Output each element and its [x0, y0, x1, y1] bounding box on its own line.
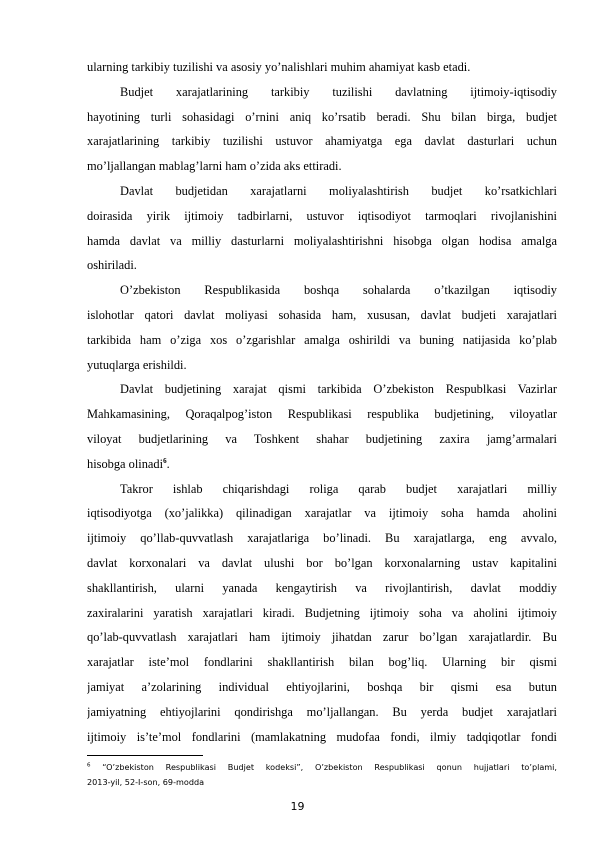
- text-line: [87, 551, 557, 576]
- text-line: [87, 129, 557, 154]
- line-text: Budjet xarajatlarining tarkibiy tuzilishi davlatning ijtimoiy-iqtisodiy: [120, 84, 557, 99]
- text-line: [87, 229, 557, 254]
- text-line: [87, 278, 557, 303]
- line-text: doirasida yirik ijtimoiy tadbirlarni, ustuvor iqtisodiyot tarmoqlari rivojlanishini: [87, 208, 557, 223]
- line-text: ijtimoiy is’te’mol fondlarini (mamlakatning mudofaa fondi, ilmiy tadqiqotlar fondi: [87, 729, 557, 744]
- text-line: [87, 501, 557, 526]
- line-text: islohotlar qatori davlat moliyasi sohasida ham, xususan, davlat budjeti xarajatlari: [87, 307, 557, 322]
- text-line: [87, 154, 557, 179]
- text-line: [87, 576, 557, 601]
- line-text: xarajatlar iste’mol fondlarini shakllantirish bilan bog’liq. Ularning bir qismi: [87, 655, 557, 670]
- text-line: [87, 377, 557, 402]
- text-line: [87, 204, 557, 229]
- footnote-text-1: “O’zbekiston Respublikasi Budjet kodeksi”, O’zbekiston Respublikasi qonun hujjatlari to’plami,: [102, 762, 557, 772]
- footnote-separator: [87, 755, 203, 756]
- line-text: hayotining turli sohasidagi o’rnini aniq ko’rsatib beradi. Shu bilan birga, budjet: [87, 109, 557, 124]
- line-text: hisobga olinadi: [87, 456, 164, 471]
- text-line: [87, 477, 557, 502]
- line-text: ijtimoiy qo’llab-quvvatlash xarajatlariga bo’linadi. Bu xarajatlarga, eng avvalo,: [87, 531, 557, 546]
- text-line: [87, 303, 557, 328]
- line-text: viloyat budjetlarining va Toshkent shahar budjetining zaxira jamg’armalari: [87, 431, 557, 446]
- line-text: shakllantirish, ularni yanada kengaytirish va rivojlantirish, davlat moddiy: [87, 580, 557, 595]
- text-line: [87, 353, 557, 378]
- footnote: [87, 760, 557, 790]
- line-punctuation: .: [166, 456, 170, 471]
- line-text: xarajatlarining tarkibiy tuzilishi ustuvor ahamiyatga ega davlat dasturlari uchun: [87, 134, 557, 149]
- text-line: [87, 80, 557, 105]
- line-text: Davlat budjetidan xarajatlarni moliyalashtirish budjet ko’rsatkichlari: [120, 183, 557, 198]
- text-line: [87, 402, 557, 427]
- text-line: [87, 601, 557, 626]
- text-line: [87, 625, 557, 650]
- line-text: hamda davlat va milliy dasturlarni moliyalashtirishni hisobga olgan hodisa amalga: [87, 233, 557, 248]
- line-text: oshiriladi.: [87, 258, 137, 273]
- text-line: [87, 725, 557, 750]
- line-text: qo’lab-quvvatlash xarajatlari ham ijtimoiy jihatdan zarur bo’lgan xarajatlardir. Bu: [87, 630, 557, 645]
- line-text: iqtisodiyotga (xo’jalikka) qilinadigan xarajatlar va ijtimoiy soha hamda aholini: [87, 506, 557, 521]
- line-text: tarkibida ham o’ziga xos o’zgarishlar amalga oshirildi va buning natijasida ko’plab: [87, 332, 557, 347]
- document-body: [87, 55, 557, 749]
- footnote-line-1: [87, 760, 557, 775]
- footnote-reference[interactable]: 6: [163, 456, 167, 465]
- page-number: 19: [290, 800, 305, 813]
- text-line: [87, 526, 557, 551]
- text-line: [87, 452, 557, 477]
- line-text: yutuqlarga erishildi.: [87, 357, 187, 372]
- text-line: [87, 650, 557, 675]
- text-line: [87, 427, 557, 452]
- line-text: jamiyatning ehtiyojlarini qondirishga mo’ljallangan. Bu yerda budjet xarajatlari: [87, 704, 557, 719]
- footnote-number: 6: [87, 762, 91, 769]
- line-text: Mahkamasining, Qoraqalpog’iston Respublikasi respublika budjetining, viloyatlar: [87, 407, 557, 422]
- line-text: ularning tarkibiy tuzilishi va asosiy yo’nalishlari muhim ahamiyat kasb etadi.: [87, 60, 471, 74]
- line-text: jamiyat a’zolarining individual ehtiyojlarini, boshqa bir qismi esa butun: [87, 679, 557, 694]
- text-line: [87, 253, 557, 278]
- text-line: [87, 700, 557, 725]
- text-line: [87, 328, 557, 353]
- text-line: [87, 105, 557, 130]
- text-line: [87, 55, 557, 80]
- text-line: [87, 179, 557, 204]
- text-line: [87, 675, 557, 700]
- line-text: davlat korxonalari va davlat ulushi bor bo’lgan korxonalarning ustav kapitalini: [87, 555, 557, 570]
- line-text: O’zbekiston Respublikasida boshqa sohalarda o’tkazilgan iqtisodiy: [120, 283, 557, 298]
- line-text: Takror ishlab chiqarishdagi roliga qarab budjet xarajatlari milliy: [120, 481, 557, 496]
- line-text: zaxiralarini yaratish xarajatlari kiradi. Budjetning ijtimoiy soha va aholini ijtimoiy: [87, 605, 557, 620]
- line-text: mo’ljallangan mablag’larni ham o’zida aks ettiradi.: [87, 159, 342, 174]
- line-text: Davlat budjetining xarajat qismi tarkibida O’zbekiston Respublkasi Vazirlar: [120, 382, 557, 397]
- footnote-line-2: 2013-yil, 52-I-son, 69-modda: [87, 777, 205, 787]
